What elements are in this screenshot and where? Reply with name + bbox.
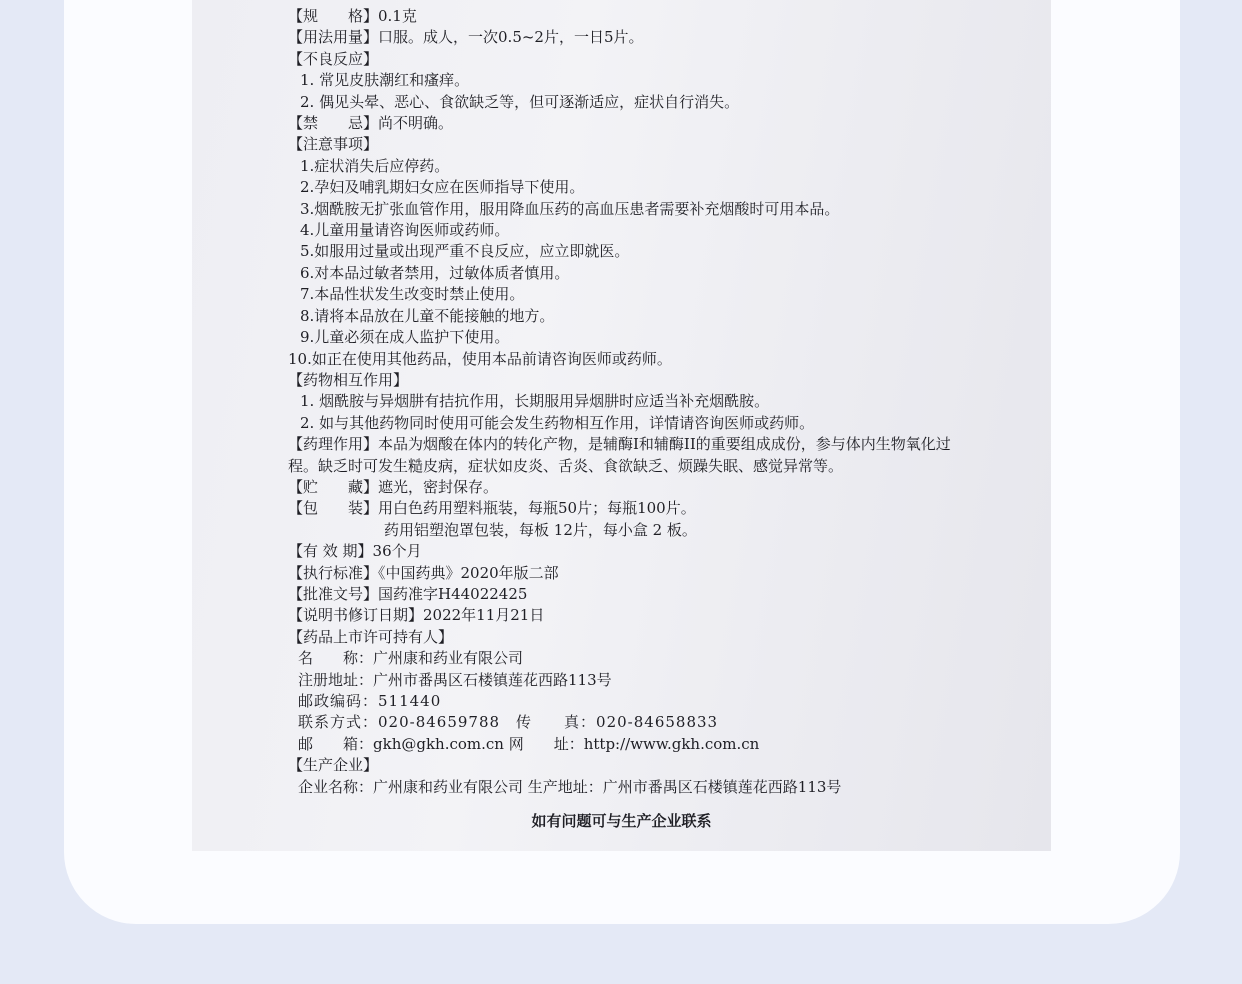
insert-line: 【执行标准】《中国药典》2020年版二部 [288, 563, 559, 582]
insert-line: 8.请将本品放在儿童不能接触的地方。 [300, 306, 555, 325]
insert-line: 邮 箱：gkh@gkh.com.cn 网 址：http://www.gkh.com.cn [298, 734, 760, 753]
insert-line: 注册地址：广州市番禺区石楼镇莲花西路113号 [298, 670, 612, 689]
insert-line: 5.如服用过量或出现严重不良反应，应立即就医。 [300, 242, 630, 261]
contact-note: 如有问题可与生产企业联系 [531, 812, 712, 830]
insert-line: 【用法用量】口服。成人，一次0.5~2片，一日5片。 [288, 28, 644, 47]
insert-line: 【贮 藏】遮光，密封保存。 [288, 477, 499, 496]
insert-line: 【包 装】用白色药用塑料瓶装，每瓶50片；每瓶100片。 [288, 499, 696, 518]
insert-line: 邮政编码：511440 [298, 692, 442, 710]
insert-line: 【药品上市许可持有人】 [288, 627, 454, 646]
insert-line: 【药理作用】本品为烟酸在体内的转化产物，是辅酶I和辅酶II的重要组成成份，参与体内生物氧化过程。缺乏时可发生糙皮病，症状如皮炎、舌炎、食欲缺乏、烦躁失眠、感觉异常等。 [288, 435, 951, 475]
insert-line: 企业名称：广州康和药业有限公司 生产地址：广州市番禺区石楼镇莲花西路113号 [298, 777, 842, 796]
insert-line: 【禁 忌】尚不明确。 [288, 114, 454, 133]
insert-line: 1.症状消失后应停药。 [300, 156, 450, 175]
insert-line: 药用铝塑泡罩包装，每板 12片，每小盒 2 板。 [384, 520, 697, 539]
insert-line: 1. 烟酰胺与异烟肼有拮抗作用，长期服用异烟肼时应适当补充烟酰胺。 [300, 392, 770, 411]
insert-line: 1. 常见皮肤潮红和瘙痒。 [300, 71, 470, 90]
insert-line: 2. 如与其他药物同时使用可能会发生药物相互作用，详情请咨询医师或药师。 [300, 413, 815, 432]
insert-line: 【生产企业】 [288, 756, 379, 775]
insert-line: 9.儿童必须在成人监护下使用。 [300, 328, 510, 347]
insert-line: 名 称：广州康和药业有限公司 [298, 649, 524, 668]
insert-line: 3.烟酰胺无扩张血管作用，服用降血压药的高血压患者需要补充烟酸时可用本品。 [300, 199, 840, 218]
insert-line: 【注意事项】 [288, 135, 379, 154]
insert-line: 【药物相互作用】 [288, 370, 409, 389]
insert-line: 【不良反应】 [288, 49, 379, 68]
insert-line: 10.如正在使用其他药品，使用本品前请咨询医师或药师。 [288, 349, 672, 368]
insert-line: 【批准文号】国药准字H44022425 [288, 584, 528, 603]
insert-line: 7.本品性状发生改变时禁止使用。 [300, 285, 525, 304]
insert-line: 联系方式：020-84659788 传 真：020-84658833 [298, 713, 719, 732]
insert-line: 【有 效 期】36个月 [288, 542, 422, 561]
package-insert-photo [192, 0, 1051, 851]
insert-line: 4.儿童用量请咨询医师或药师。 [300, 221, 510, 240]
insert-line: 【规 格】0.1克 [288, 7, 417, 25]
insert-line: 2.孕妇及哺乳期妇女应在医师指导下使用。 [300, 178, 585, 197]
insert-line: 2. 偶见头晕、恶心、食欲缺乏等，但可逐渐适应，症状自行消失。 [300, 92, 740, 111]
insert-line: 【说明书修订日期】2022年11月21日 [288, 606, 545, 625]
insert-line: 6.对本品过敏者禁用，过敏体质者慎用。 [300, 263, 570, 282]
insert-text-body [288, 6, 968, 798]
